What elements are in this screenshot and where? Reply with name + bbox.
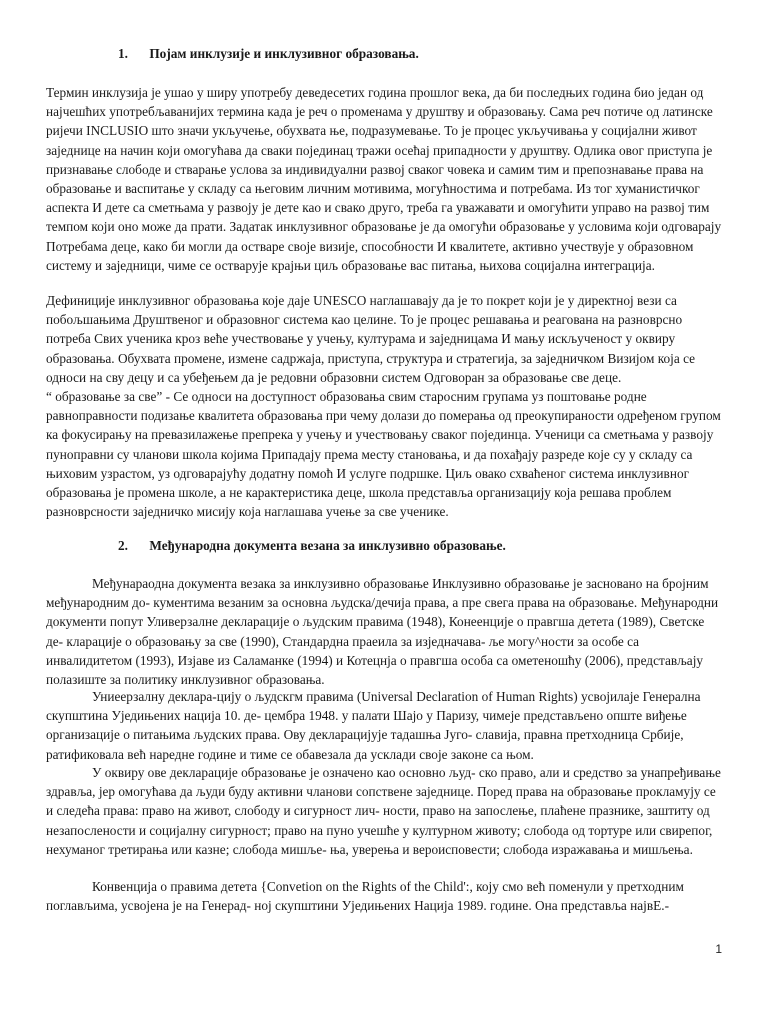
section-2-paragraph-3: У оквиру ове декларације образовање је означено као основно људ- ско право, али и средство за унапређивање здравља, јер омогућава да људи буду активни чланови сопствене заједнице. Поред права на образовање прокламују се и следећа права: право на живот, слободу и сигурност лич- ности, право на запослење, плаћене празнике, заштиту од незапослености и социјалну сигурност; право на пуно учешће у културном животу; слобода од тортуре или свирепог, нехуманог третирања или казне; слобода мишље- ња, уверења и вероисповести; слобода изражавања и мишљења. [46,765,721,857]
section-2-number: 2. [118,538,128,553]
section-2-title: Међународна документа везана за инклузивно образовање. [149,538,506,553]
section-2-paragraph-1: Међунараодна документа везака за инклузивно образовање Инклузивно образовање је засновано на бројним међународним до- кументима везаним за основна људска/дечија права, а пре свега права на образовање. Међународни документи попут Уливерзалне декларације о људским правима (1948), Конеенције о правгша детета (1989), Светске де- кларације о образовању за све (1990), Стандардна праеила за изједначава- ље могу^ности за особе са инвалидитетом (1993), Изјаве из Саламанке (1994) и Котецнја о правгша особа са ометеношћу (2006), представљају полазиште за политику инклузивног образовања. [46,576,719,688]
section-1-heading [118,44,419,63]
section-2-heading [118,536,506,555]
page-number: 1 [715,942,722,956]
section-1-title: Појам инклузије и инклузивног образовања. [149,46,419,61]
section-2-paragraph-2: Униеерзалну деклара-цију о људскгм правима (Universal Declaration of Human Rights) усвојилаје Генерална скупштина Уједињених нација 10. де- цембра 1948. у палати Шајо у Паризу, чимеје представљено опште виђење организације о питањима људских права. Ову декларацијује тадашња Југо- славија, правна претходница Србије, ратификовала већ наредне године и тиме се обавезала да усклади своје законе са њом. [46,689,701,762]
section-1-number: 1. [118,46,128,61]
section-1-paragraph-3: “ образовање за све” - Се односи на доступност образовања свим старосним групама уз поштовање родне равноправности подизање квалитета образовања при чему долази до померања од преокупираности одређеном групом ка фокусирању на превазилажење препрека у учењу и учествовању сваког појединца. Ученици са сметњама у развоју пуноправни су чланови школа којима Припадају према месту становања, и да похађају разреде које су у складу са њиховим узрастом, уз одговарајућу додатну помоћ И услуге подршке. Циљ овако схваћеног система инклузивног образовања је промена школе, а не карактеристика деце, школа представља организацију која решава проблем разноврсности заједничко мисију која наглашава учење за све ученике. [46,389,721,520]
section-1-paragraph-1: Термин инклузија је ушао у ширу употребу деведесетих година прошлог века, да би последњих година био један од најчешћих употребљаванијих термина када је реч о променама у друштву и образовању. Сама реч потиче од латинске ријечи INCLUSIO што значи укључење, обухвата ње, подразумевање. То је процес укључивања у социјални живот заједнице на начин који омогућава да сваки појединац тражи осећај припадности у друштву. Одлика овог приступа је признавање слободе и стварање услова за индивидуални развој сваког човека и самим тим и препознавање права на образовање и васпитање у складу са његовим личним мотивима, могућностима и потребама. Из тог хуманистичког аспекта И дете са сметњама у развоју је дете као и свако друго, треба га уважавати и омогућити управо на развој тим темпом који оно може да прати. Задатак инклузивног образовање је да омогући образовање у условима који одговарају Потребама деце, како би могли да остваре своје визије, способности И квалитете, активно учествује у образовном систему и заједници, чиме се остварује крајњи циљ образовање вас питања, њихова социјална интеграција. [46,85,722,273]
section-2-paragraph-4: Конвенција о правима детета {Convetion on the Rights of the Child':, коју смо већ поменули у претходним поглављима, усвојена је на Генерад- ној скупштини Уједињених Нација 1989. године. Она представља највЕ.- [46,879,684,914]
section-1-paragraph-2: Дефиниције инклузивног образовања које даје UNESCO наглашавају да је то покрет који је у директној вези са побољшањима Друштвеног и образовног система као целине. То је процес решавања и реагована на разноврсно потреба Свих ученика кроз веће учествовање у учењу, културама и заједницама И мању искљученост у оквиру образовања. Обухвата промене, измене садржаја, приступа, структура и стратегија, за заједничком Визијом која се односи на сву децу и са убеђењем да је редовни образовни систем Одговоран за образовање све деце. [46,293,696,385]
